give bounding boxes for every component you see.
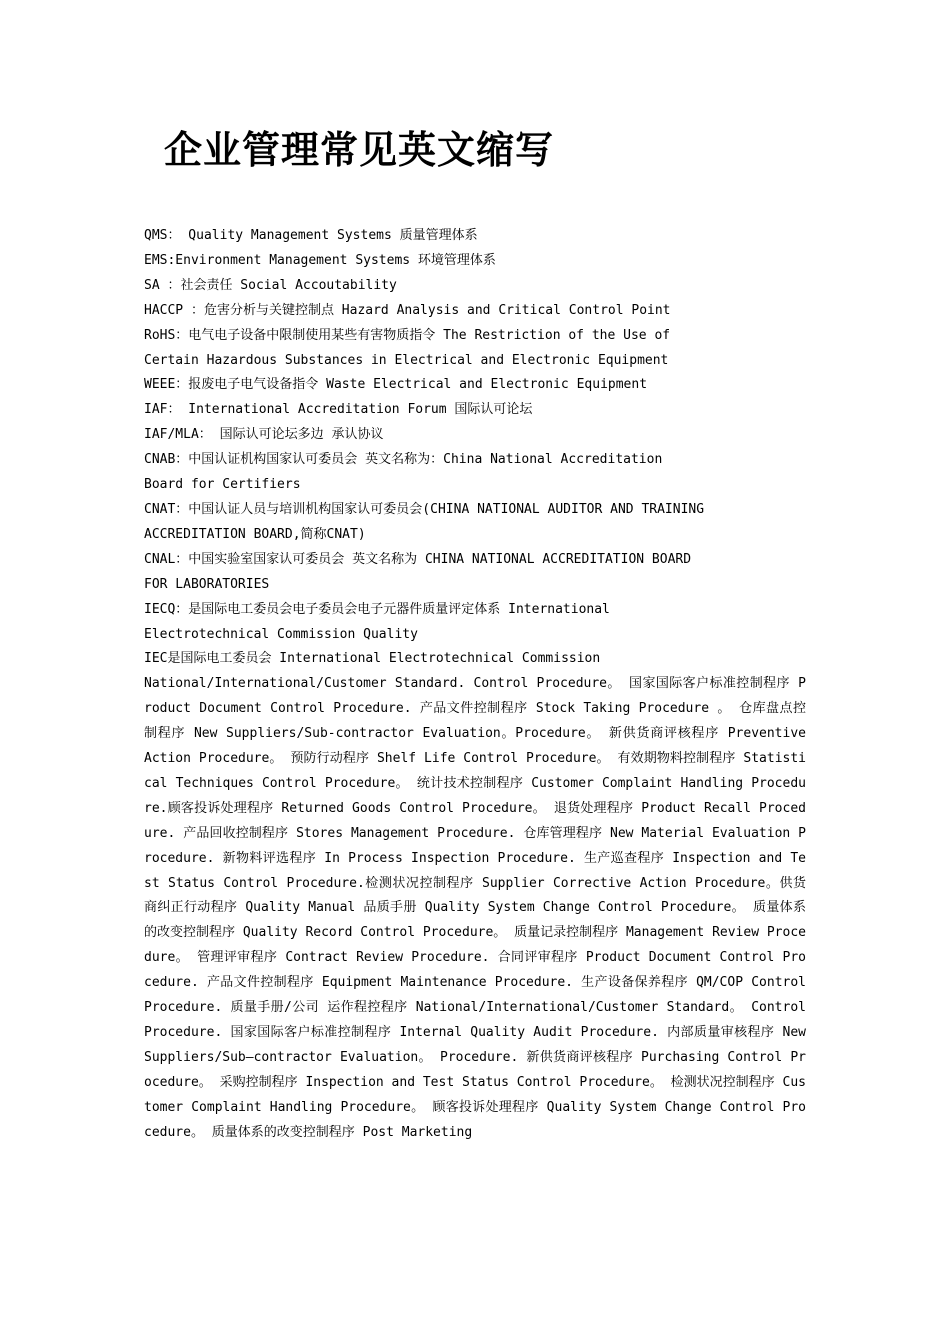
entry-iaf-mla: IAF/MLA： 国际认可论坛多边 承认协议 xyxy=(144,427,384,443)
entry-rohs: RoHS：电气电子设备中限制使用某些有害物质指令 The Restriction of the Use of xyxy=(144,327,671,343)
entry-weee: WEEE：报废电子电气设备指令 Waste Electrical and Electronic Equipment xyxy=(144,377,648,393)
entry-qms: QMS： Quality Management Systems 质量管理体系 xyxy=(144,228,478,243)
entry-sa: SA ：社会责任 Social Accoutability xyxy=(144,277,397,293)
document-body xyxy=(144,224,806,1146)
document-title: 企业管理常见英文缩写 xyxy=(164,127,555,172)
entry-iaf: IAF： International Accreditation Forum 国际认可论坛 xyxy=(144,402,533,418)
entry-ems: EMS:Environment Management Systems 环境管理体系 xyxy=(144,252,496,268)
entry-cnal: CNAL：中国实验室国家认可委员会 英文名称为 CHINA NATIONAL ACCREDITATION BOARD xyxy=(144,551,692,567)
entry-cnat-continued: ACCREDITATION BOARD,简称CNAT) xyxy=(144,526,366,542)
entry-cnat: CNAT：中国认证人员与培训机构国家认可委员会(CHINA NATIONAL AUDITOR AND TRAINING xyxy=(144,501,705,517)
entry-iecq: IECQ：是国际电工委员会电子委员会电子元器件质量评定体系 International xyxy=(144,601,610,617)
procedures-paragraph: National/International/Customer Standard. Control Procedure。 国家国际客户标准控制程序 Product Document Control Procedure. 产品文件控制程序 Stock Taking Procedure 。 仓库盘点控制程序 New Suppliers/Sub-contractor Evaluation。Procedure。 新供货商评核程序 Preventive Action Procedure。 预防行动程序 Shelf Life Control Procedure。 有效期物料控制程序 Statistical Techniques Control Procedure。 统计技术控制程序 Customer Complaint Handling Procedure.顾客投诉处理程序 Returned Goods Control Procedure。 退货处理程序 Product Recall Procedure. 产品回收控制程序 Stores Management Procedure. 仓库管理程序 New Material Evaluation Procedure. 新物料评选程序 In Process Inspection Procedure. 生产巡查程序 Inspection and Test Status Control Procedure.检测状况控制程序 Supplier Corrective Action Procedure。供货商纠正行动程序 Quality Manual 品质手册 Quality System Change Control Procedure。 质量体系的改变控制程序 Quality Record Control Procedure。 质量记录控制程序 Management Review Procedure。 管理评审程序 Contract Review Procedure. 合同评审程序 Product Document Control Procedure. 产品文件控制程序 Equipment Maintenance Procedure. 生产设备保养程序 QM/COP Control Procedure. 质量手册/公司 运作程控程序 National/International/Customer Standard。 Control Procedure. 国家国际客户标准控制程序 Internal Quality Audit Procedure. 内部质量审核程序 New Suppliers/Sub—contractor Evaluation。 Procedure. 新供货商评核程序 Purchasing Control Procedure。 采购控制程序 Inspection and Test Status Control Procedure。 检测状况控制程序 Customer Complaint Handling Procedure。 顾客投诉处理程序 Quality System Change Control Procedure。 质量体系的改变控制程序 Post Marketing xyxy=(144,676,806,1140)
entry-iec: IEC是国际电工委员会 International Electrotechnical Commission xyxy=(144,651,601,667)
entry-cnab-continued: Board for Certifiers xyxy=(144,477,301,493)
entry-iecq-continued: Electrotechnical Commission Quality xyxy=(144,626,418,642)
entry-rohs-continued: Certain Hazardous Substances in Electrical and Electronic Equipment xyxy=(144,352,669,368)
entry-haccp: HACCP ：危害分析与关键控制点 Hazard Analysis and Critical Control Point xyxy=(144,302,671,318)
entry-cnal-continued: FOR LABORATORIES xyxy=(144,576,270,592)
entry-cnab: CNAB：中国认证机构国家认可委员会 英文名称为：China National Accreditation xyxy=(144,452,663,468)
